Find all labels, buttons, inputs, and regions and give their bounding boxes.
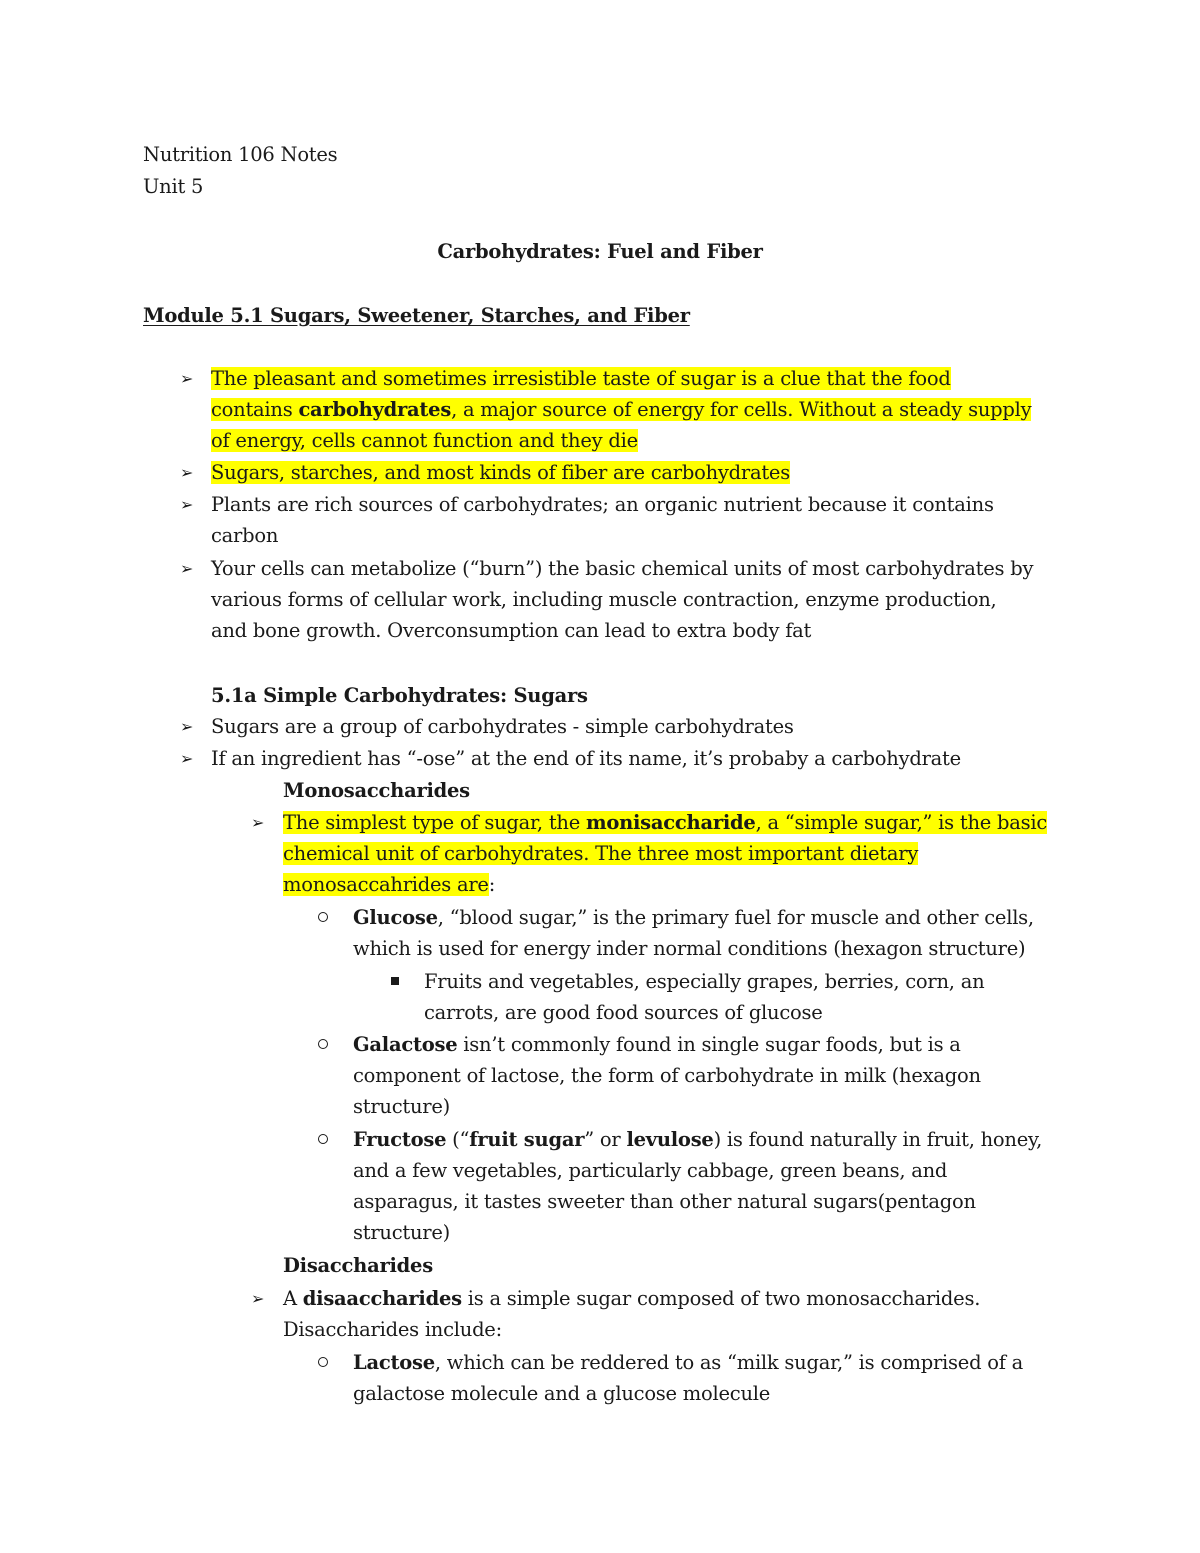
section-heading-5-1a: 5.1a Simple Carbohydrates: Sugars — [211, 684, 588, 707]
intro-bullet-3-line-2: carbon — [211, 524, 279, 547]
glucose-sub-line-2: carrots, are good food sources of glucose — [424, 1001, 823, 1024]
arrow-bullet-icon: ➢ — [251, 813, 265, 832]
lactose-line-2: galactose molecule and a glucose molecule — [353, 1382, 771, 1405]
intro-bullet-1-line-3: of energy, cells cannot function and they die — [211, 429, 638, 452]
glucose-line-1: Glucose, “blood sugar,” is the primary fuel for muscle and other cells, — [353, 906, 1034, 929]
course-title: Nutrition 106 Notes — [143, 143, 338, 166]
document-title: Carbohydrates: Fuel and Fiber — [437, 240, 763, 263]
intro-bullet-4-line-3: and bone growth. Overconsumption can lead to extra body fat — [211, 619, 812, 642]
module-heading: Module 5.1 Sugars, Sweetener, Starches, and Fiber — [143, 304, 690, 327]
mono-bullet-line-1: The simplest type of sugar, the monisaccharide, a “simple sugar,” is the basic — [283, 811, 1048, 834]
mono-bullet-line-3: monosaccahrides are: — [283, 873, 496, 896]
circle-bullet-icon — [318, 912, 328, 922]
circle-bullet-icon — [318, 1357, 328, 1367]
arrow-bullet-icon: ➢ — [180, 369, 194, 388]
galactose-line-3: structure) — [353, 1095, 451, 1118]
arrow-bullet-icon: ➢ — [180, 717, 194, 736]
galactose-line-2: component of lactose, the form of carbohydrate in milk (hexagon — [353, 1064, 981, 1087]
di-bullet-line-2: Disaccharides include: — [283, 1318, 502, 1341]
intro-bullet-2: Sugars, starches, and most kinds of fiber are carbohydrates — [211, 461, 790, 484]
lactose-line-1: Lactose, which can be reddered to as “milk sugar,” is comprised of a — [353, 1351, 1024, 1374]
unit-label: Unit 5 — [143, 175, 204, 198]
circle-bullet-icon — [318, 1134, 328, 1144]
glucose-sub-line-1: Fruits and vegetables, especially grapes, berries, corn, an — [424, 970, 985, 993]
monosaccharides-heading: Monosaccharides — [283, 779, 470, 802]
fructose-line-3: asparagus, it tastes sweeter than other natural sugars(pentagon — [353, 1190, 976, 1213]
disaccharides-heading: Disaccharides — [283, 1254, 433, 1277]
section-bullet-1: Sugars are a group of carbohydrates - simple carbohydrates — [211, 715, 794, 738]
fructose-line-4: structure) — [353, 1221, 451, 1244]
arrow-bullet-icon: ➢ — [180, 495, 194, 514]
circle-bullet-icon — [318, 1039, 328, 1049]
arrow-bullet-icon: ➢ — [180, 559, 194, 578]
intro-bullet-1-line-1: The pleasant and sometimes irresistible taste of sugar is a clue that the food — [211, 367, 951, 390]
fructose-line-2: and a few vegetables, particularly cabbage, green beans, and — [353, 1159, 948, 1182]
intro-bullet-4-line-2: various forms of cellular work, including muscle contraction, enzyme production, — [211, 588, 997, 611]
arrow-bullet-icon: ➢ — [251, 1289, 265, 1308]
intro-bullet-3-line-1: Plants are rich sources of carbohydrates; an organic nutrient because it contains — [211, 493, 994, 516]
intro-bullet-1-line-2: contains carbohydrates, a major source of energy for cells. Without a steady supply — [211, 398, 1032, 421]
arrow-bullet-icon: ➢ — [180, 463, 194, 482]
glucose-line-2: which is used for energy inder normal conditions (hexagon structure) — [353, 937, 1026, 960]
square-bullet-icon — [391, 977, 399, 985]
arrow-bullet-icon: ➢ — [180, 749, 194, 768]
di-bullet-line-1: A disaaccharides is a simple sugar composed of two monosaccharides. — [283, 1287, 981, 1310]
galactose-line-1: Galactose isn’t commonly found in single sugar foods, but is a — [353, 1033, 961, 1056]
intro-bullet-4-line-1: Your cells can metabolize (“burn”) the basic chemical units of most carbohydrates by — [211, 557, 1034, 580]
section-bullet-2: If an ingredient has “-ose” at the end of its name, it’s probaby a carbohydrate — [211, 747, 961, 770]
mono-bullet-line-2: chemical unit of carbohydrates. The three most important dietary — [283, 842, 919, 865]
fructose-line-1: Fructose (“fruit sugar” or levulose) is found naturally in fruit, honey, — [353, 1128, 1043, 1151]
